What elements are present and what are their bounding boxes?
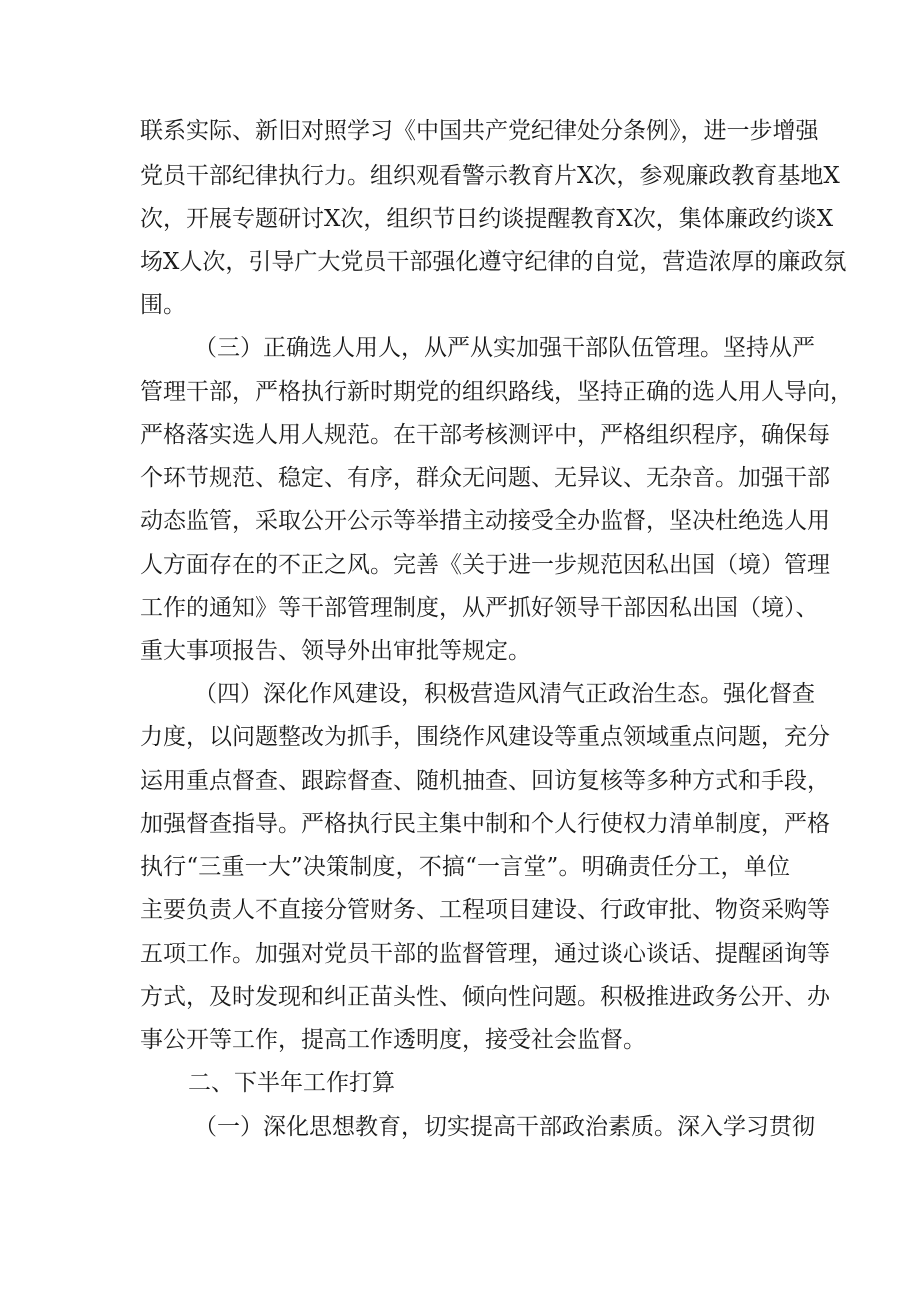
text-line: 方式，及时发现和纠正苗头性、倾向性问题。积极推进政务公开、办 [140, 984, 830, 1010]
text-line: 联系实际、新旧对照学习《中国共产党纪律处分条例》，进一步增强 [140, 118, 819, 144]
text-line: 人方面存在的不正之风。完善《关于进一步规范因私出国（境）管理 [140, 552, 830, 578]
part-heading-2: 二、下半年工作打算 [188, 1070, 395, 1096]
text-line: 主要负责人不直接分管财务、工程项目建设、行政审批、物资采购等 [140, 897, 830, 923]
text-line: 个环节规范、稳定、有序，群众无问题、无异议、无杂音。加强干部 [140, 465, 830, 491]
text-line: 党员干部纪律执行力。组织观看警示教育片X次，参观廉政教育基地X [140, 163, 840, 189]
section-heading-1: （一）深化思想教育，切实提高干部政治素质。深入学习贯彻 [194, 1114, 815, 1140]
text-line: 严格落实选人用人规范。在干部考核测评中，严格组织程序，确保每 [140, 422, 830, 448]
text-line: 次，开展专题研讨X次，组织节日约谈提醒教育X次，集体廉政约谈X [140, 206, 834, 232]
text-line: 场X人次，引导广大党员干部强化遵守纪律的自觉，营造浓厚的廉政氛 [140, 249, 847, 275]
text-line: 动态监管，采取公开公示等举措主动接受全办监督，坚决杜绝选人用 [140, 508, 830, 534]
section-heading-4: （四）深化作风建设，积极营造风清气正政治生态。强化督查 [194, 681, 815, 707]
text-line: 围。 [140, 292, 186, 318]
text-line: 事公开等工作，提高工作透明度，接受社会监督。 [140, 1027, 646, 1053]
text-line: 管理干部，严格执行新时期党的组织路线，坚持正确的选人用人导向， [140, 379, 853, 405]
text-line: 工作的通知》等干部管理制度，从严抓好领导干部因私出国（境）、 [140, 595, 819, 621]
text-line: 加强督查指导。严格执行民主集中制和个人行使权力清单制度，严格 [140, 811, 830, 837]
section-heading-3: （三）正确选人用人，从严从实加强干部队伍管理。坚持从严 [194, 335, 815, 361]
text-line: 运用重点督查、跟踪督查、随机抽查、回访复核等多种方式和手段， [140, 768, 830, 794]
text-line: 执行“三重一大”决策制度，不搞“一言堂”。明确责任分工，单位 [140, 854, 790, 880]
text-line: 重大事项报告、领导外出审批等规定。 [140, 638, 531, 664]
text-line: 五项工作。加强对党员干部的监督管理，通过谈心谈话、提醒函询等 [140, 941, 830, 967]
text-line: 力度，以问题整改为抓手，围绕作风建设等重点领域重点问题，充分 [140, 724, 830, 750]
